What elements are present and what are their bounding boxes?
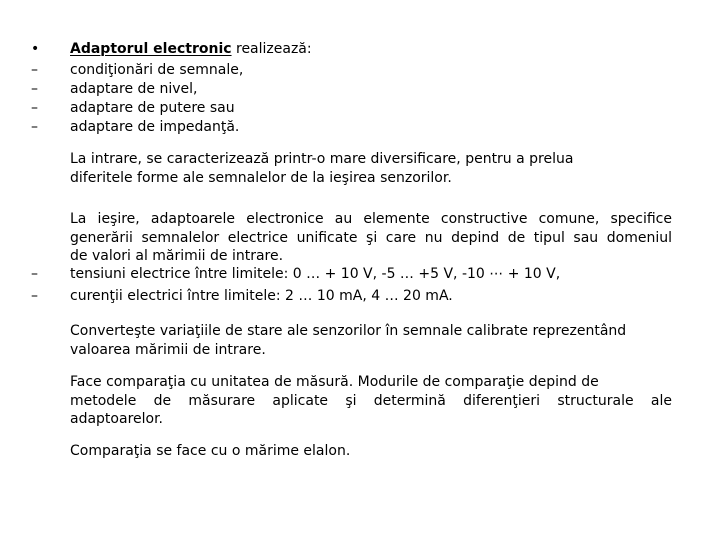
paragraph-line: de valori al mărimii de intrare. xyxy=(70,248,284,264)
paragraph-convert xyxy=(70,322,672,359)
bullet-marker: • xyxy=(31,41,40,57)
paragraph-compare xyxy=(70,373,672,429)
paragraph-output xyxy=(70,210,672,266)
heading-bold-term: Adaptorul electronic xyxy=(70,41,232,57)
heading-text xyxy=(70,40,312,59)
list-item-text: adaptare de impedanţă. xyxy=(70,119,240,135)
list-item-text: adaptare de putere sau xyxy=(70,100,235,116)
paragraph-line: La ieşire, adaptoarele electronice au elemente constructive comune, specifice xyxy=(70,211,672,227)
heading-rest: realizează: xyxy=(231,41,312,57)
list-item-text: condiţionări de semnale, xyxy=(70,62,244,78)
dash-marker: – xyxy=(31,119,38,135)
list-item-text: adaptare de nivel, xyxy=(70,81,198,97)
paragraph-line: valoarea mărimii de intrare. xyxy=(70,341,266,358)
paragraph-line: metodele de măsurare aplicate şi determină diferenţieri structurale ale xyxy=(70,392,672,409)
dash-marker: – xyxy=(31,81,38,97)
paragraph-input xyxy=(70,150,672,187)
dash-marker: – xyxy=(31,100,38,116)
paragraph-line: Converteşte variaţiile de stare ale senzorilor în semnale calibrate reprezentând xyxy=(70,323,627,339)
paragraph-line: Comparaţia se face cu o mărime elalon. xyxy=(70,443,351,459)
dash-marker: – xyxy=(31,62,38,78)
paragraph-line: generării semnalelor electrice unificate şi care nu depind de tipul sau domeniul xyxy=(70,229,672,246)
paragraph-line: diferitele forme ale semnalelor de la ieşirea senzorilor. xyxy=(70,169,452,186)
paragraph-line: adaptoarelor. xyxy=(70,411,164,427)
dash-marker: – xyxy=(31,288,38,304)
paragraph-line: Face comparaţia cu unitatea de măsură. Modurile de comparaţie depind de xyxy=(70,374,599,390)
paragraph-line: La intrare, se caracterizează printr-o mare diversificare, pentru a prelua xyxy=(70,151,574,167)
list-item-text: tensiuni electrice între limitele: 0 … + 10 V, -5 … +5 V, -10 ⋯ + 10 V, xyxy=(70,266,561,282)
list-item-text: curenţii electrici între limitele: 2 … 10 mA, 4 … 20 mA. xyxy=(70,288,453,304)
paragraph-etalon xyxy=(70,442,672,461)
dash-marker: – xyxy=(31,266,38,282)
